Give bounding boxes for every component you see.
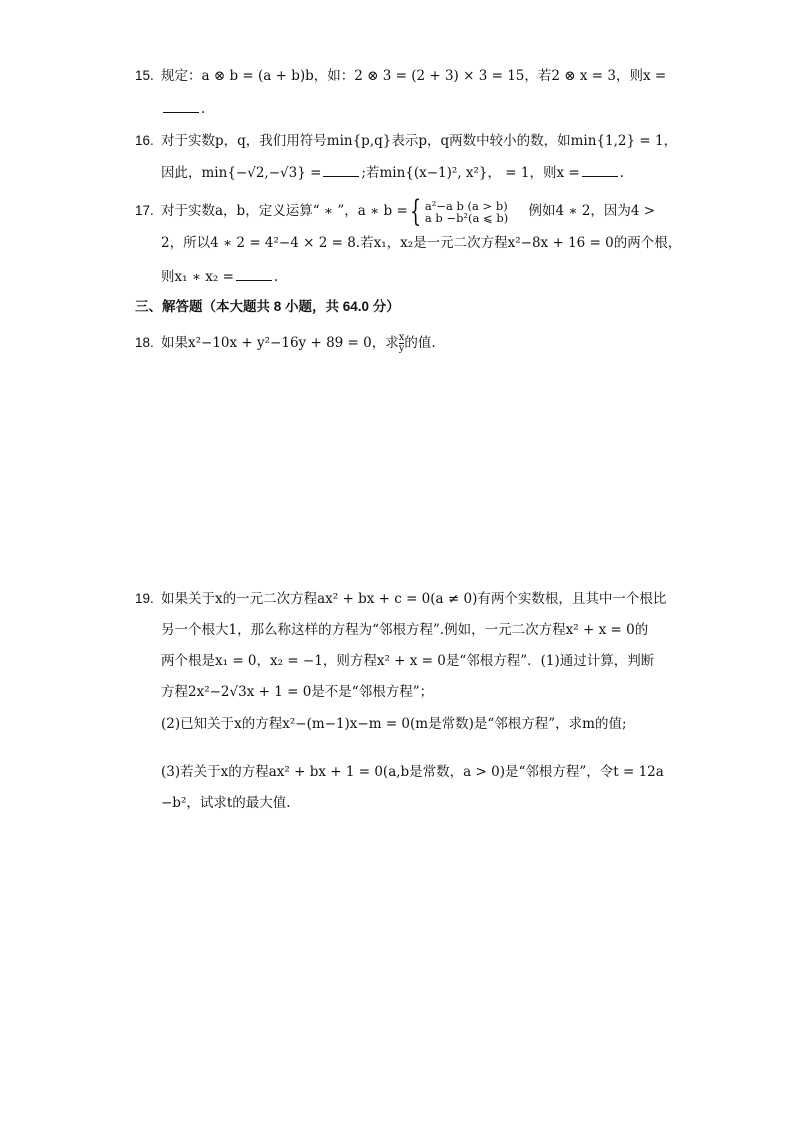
q19-line7: −b²，试求t的最大值.	[161, 795, 291, 811]
q17-piece-top: a²−a b (a > b)	[424, 198, 508, 213]
q15-line1: 规定：a ⊗ b = (a + b)b，如：2 ⊗ 3 = (2 + 3) × 3 = 15，若2 ⊗ x = 3，则x =	[161, 68, 667, 84]
q17-line1-b: 例如4 ∗ 2，因为4 >	[528, 203, 656, 219]
q17-line1-a: 对于实数a，b，定义运算“ ∗ ”，a ∗ b =	[161, 203, 408, 219]
q17-number: 17.	[135, 203, 154, 218]
q17-answer-blank	[236, 266, 272, 281]
q16-line2-end: .	[619, 165, 625, 181]
q19-line2: 另一个根大1，那么称这样的方程为“邻根方程”.例如，一元二次方程x² + x = 0的	[161, 622, 649, 638]
q19-line1: 如果关于x的一元二次方程ax² + bx + c = 0(a ≠ 0)有两个实数根，且其中一个根比	[161, 591, 667, 607]
q16-line2-b: ;若min{(x−1)², x²}， = 1，则x =	[361, 165, 580, 181]
q17-piecewise	[425, 200, 508, 224]
q16-answer-blank-2	[582, 162, 618, 177]
q18-text	[161, 331, 436, 355]
q15-answer-blank	[163, 98, 199, 113]
q17-line3	[161, 266, 278, 287]
q18-frac-den: y	[398, 343, 405, 354]
q17-line2: 2，所以4 ∗ 2 = 4²−4 × 2 = 8.若x₁，x₂是一元二次方程x²−8x + 16 = 0的两个根，	[161, 235, 682, 251]
q17-line1	[161, 193, 656, 229]
q16-answer-blank-1	[323, 162, 359, 177]
q18-text-a: 如果x²−10x + y²−16y + 89 = 0，求	[161, 335, 399, 351]
q19-number: 19.	[135, 591, 154, 606]
q17-line3-a: 则x₁ ∗ x₂ =	[161, 269, 234, 285]
q19-line4: 方程2x²−2√3x + 1 = 0是不是“邻根方程”；	[161, 684, 434, 700]
q16-line1: 对于实数p，q，我们用符号min{p,q}表示p，q两数中较小的数，如min{1,2} = 1，	[161, 133, 678, 149]
q17-line3-end: .	[273, 269, 279, 285]
q16-number: 16.	[135, 133, 154, 148]
q18-frac-num: x	[398, 332, 405, 343]
section-title: 三、解答题（本大题共 8 小题，共 64.0 分）	[135, 299, 400, 314]
q15-line2-end: .	[201, 101, 206, 117]
piecewise-brace: {	[409, 193, 422, 229]
q16-line2-a: 因此，min{−√2,−√3} =	[161, 165, 322, 181]
q16-line2	[161, 162, 624, 183]
q18-text-b: 的值.	[404, 335, 436, 351]
q19-line5: (2)已知关于x的方程x²−(m−1)x−m = 0(m是常数)是“邻根方程”，求m的值;	[161, 716, 627, 732]
q15-number: 15.	[135, 68, 154, 83]
q19-line3: 两个根是x₁ = 0，x₂ = −1，则方程x² + x = 0是“邻根方程”．(1)通过计算，判断	[161, 653, 655, 669]
q17-piece-bottom: a b −b²(a ⩽ b)	[424, 210, 509, 225]
q18-number: 18.	[135, 335, 154, 350]
q19-line6: (3)若关于x的方程ax² + bx + 1 = 0(a,b是常数，a > 0)是“邻根方程”，令t = 12a	[161, 764, 664, 780]
q15-line2	[161, 98, 205, 119]
